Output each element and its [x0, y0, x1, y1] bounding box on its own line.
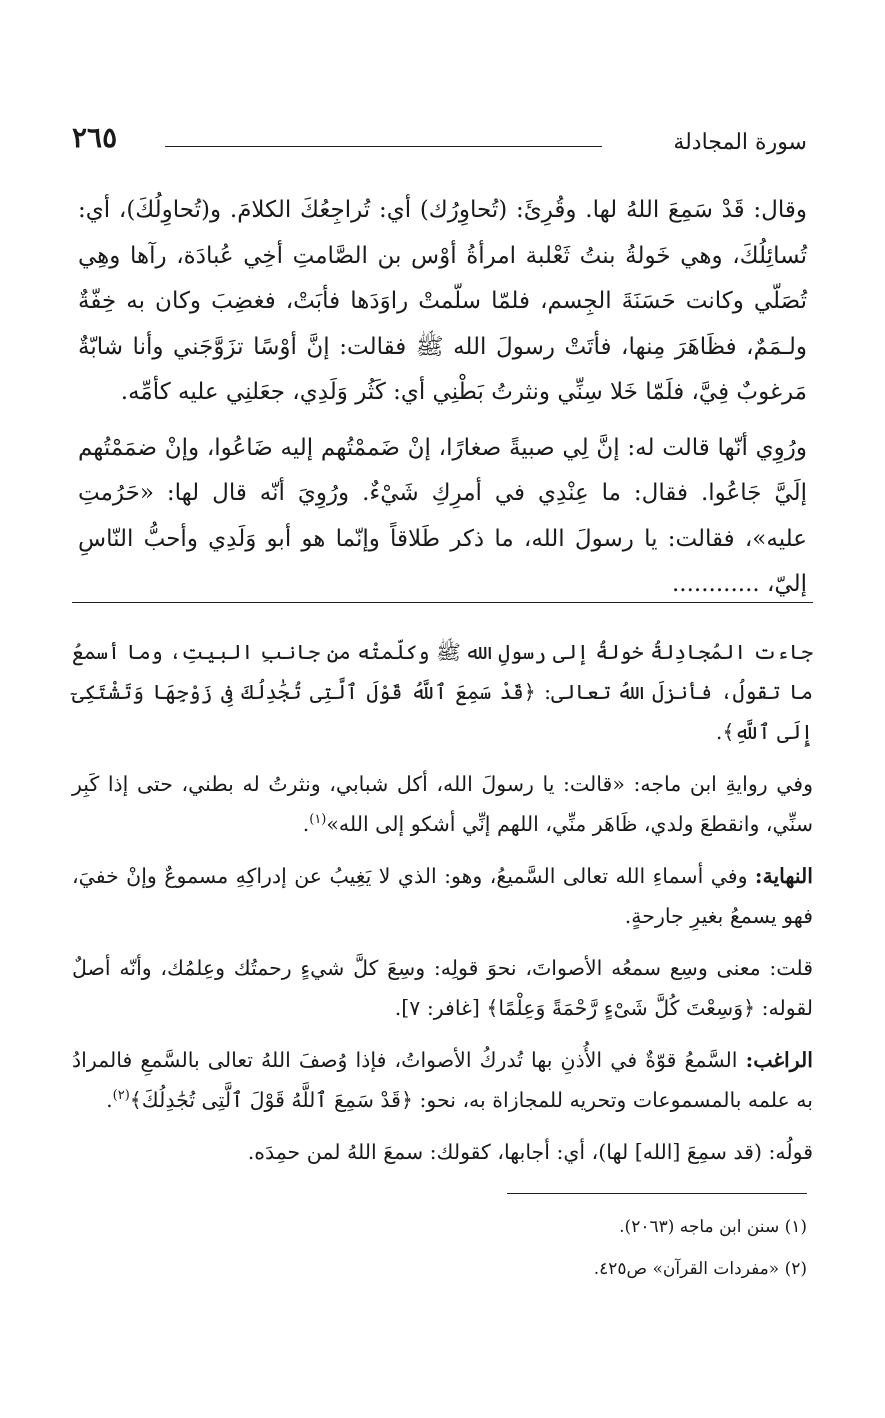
source-label: الراغب: — [745, 1048, 813, 1072]
main-commentary — [78, 188, 807, 608]
hashiyah-paragraph: جاءت المُجادِلةُ خولةُ إلى رسولِ الله ﷺ وكلّمتْه من جانبِ البيتِ، وما أسمعُ ما تقولُ، فأنزلَ اللهُ تعالى: ﴿قَدْ سَمِعَ ٱللَّهُ قَوْلَ ٱلَّتِى تُجَٰدِلُكَ فِى زَوْجِهَا وَتَشْتَكِىٓ إِلَى ٱللَّهِ﴾. — [72, 640, 813, 744]
hashiyah-paragraph: قولُه: (قد سمِعَ [الله] لها)، أي: أجابها، كقولك: سمعَ اللهُ لمن حمِدَه. — [247, 1140, 813, 1164]
footnote-rule — [507, 1193, 807, 1194]
page-header — [70, 120, 807, 160]
footnote-marker[interactable]: (١) — [309, 812, 327, 828]
hashiyah-paragraph: قلت: معنى وسِع سمعُه الأصواتَ، نحوَ قولِه: وسِعَ كلَّ شيءٍ رحمتُك وعِلمُك، وأنّه أصلٌ لقوله: ﴿وَسِعْتَ كُلَّ شَىْءٍ رَّحْمَةً وَعِلْمًا﴾ [غافر: ٧]. — [72, 956, 813, 1020]
hashiyah-paragraph — [72, 764, 813, 844]
hashiyah-text-end: . — [106, 1088, 113, 1112]
hashiyah-paragraph — [72, 1040, 813, 1120]
main-paragraph: وقال: قَدْ سَمِعَ اللهُ لها. وقُرِئَ: (تُحاوِرُك) أي: تُراجِعُكَ الكلامَ. و(تُحاوِلُكَ)، أي: تُسائِلُكَ، وهي خَولةُ بنتُ ثَعْلبة امرأةُ أوْس بن الصَّامتِ أخِي عُبادَة، رآها وهِي تُصَلّي وكانت حَسَنَةَ الجِسم، فلمّا سلّمتْ راوَدَها فأبَتْ، فغضِبَ وكان به خِفّةٌ ولـمَمٌ، فظَاهَرَ مِنها، فأتَتْ رسولَ الله ﷺ فقالت: إنَّ أوْسًا تزَوَّجَني وأنا شابّةٌ مَرغوبٌ فِيَّ، فلَمّا خَلا سِنِّي ونثرتُ بَطْنِي أي: كَثُر وَلَدِي، جعَلنِي عليه كأمِّه. — [78, 197, 807, 405]
surah-title: سورة المجادلة — [673, 130, 807, 155]
footnote: (٢) «مفردات القرآن» ص٤٢٥. — [593, 1259, 807, 1279]
hashiyah-text: وفي روايةِ ابن ماجه: «قالت: يا رسولَ الله، أكل شبابي، ونثرتُ له بطني، حتى إذا كَبِر سنِّي، وانقطعَ ولدي، ظَاهَر منِّي، اللهم إنِّي أشكو إلى الله» — [72, 772, 813, 836]
main-paragraph: ورُوِي أنّها قالت له: إنَّ لِي صبيةً صغارًا، إنْ ضَممْتُهم إليه ضَاعُوا، وإنْ ضمَمْتُهم إلَيَّ جَاعُوا. فقال: ما عِنْدِي في أمرِكِ شَيْءٌ. ورُوِيَ أنّه قال لها: «حَرُمتِ عليه»، فقالت: يا رسولَ الله، ما ذكر طَلاقاً وإنّما هو أبو وَلَدِي وأحبُّ النّاسِ إليّ، ............ — [78, 434, 807, 597]
marginal-commentary — [72, 632, 813, 1184]
footnotes — [78, 1212, 807, 1296]
source-label: النهاية: — [754, 864, 813, 888]
hashiyah-paragraph — [72, 856, 813, 936]
hashiyah-text-end: . — [302, 812, 310, 836]
page-number: ٢٦٥ — [72, 121, 118, 154]
hashiyah-text: السَّمعُ قوّةٌ في الأُذنِ بها تُدركُ الأصواتُ، فإذا وُصفَ اللهُ تعالى بالسَّمعِ فالمرادُ به علمه بالمسموعات وتحريه للمجازاة به، نحو: ﴿قَدْ سَمِعَ ٱللَّهُ قَوْلَ ٱلَّتِى تُجَٰدِلُكَ﴾ — [72, 1048, 813, 1112]
section-divider — [72, 602, 813, 603]
header-rule — [165, 146, 602, 147]
hashiyah-text: وفي أسماءِ الله تعالى السَّميعُ، وهو: الذي لا يَغِيبُ عن إدراكِهِ مسموعٌ وإنْ خفيَ، فهو يسمعُ بغيرِ جارحةٍ. — [72, 864, 813, 928]
footnote-marker[interactable]: (٢) — [112, 1088, 130, 1104]
footnote: (١) سنن ابن ماجه (٢٠٦٣). — [619, 1217, 807, 1237]
